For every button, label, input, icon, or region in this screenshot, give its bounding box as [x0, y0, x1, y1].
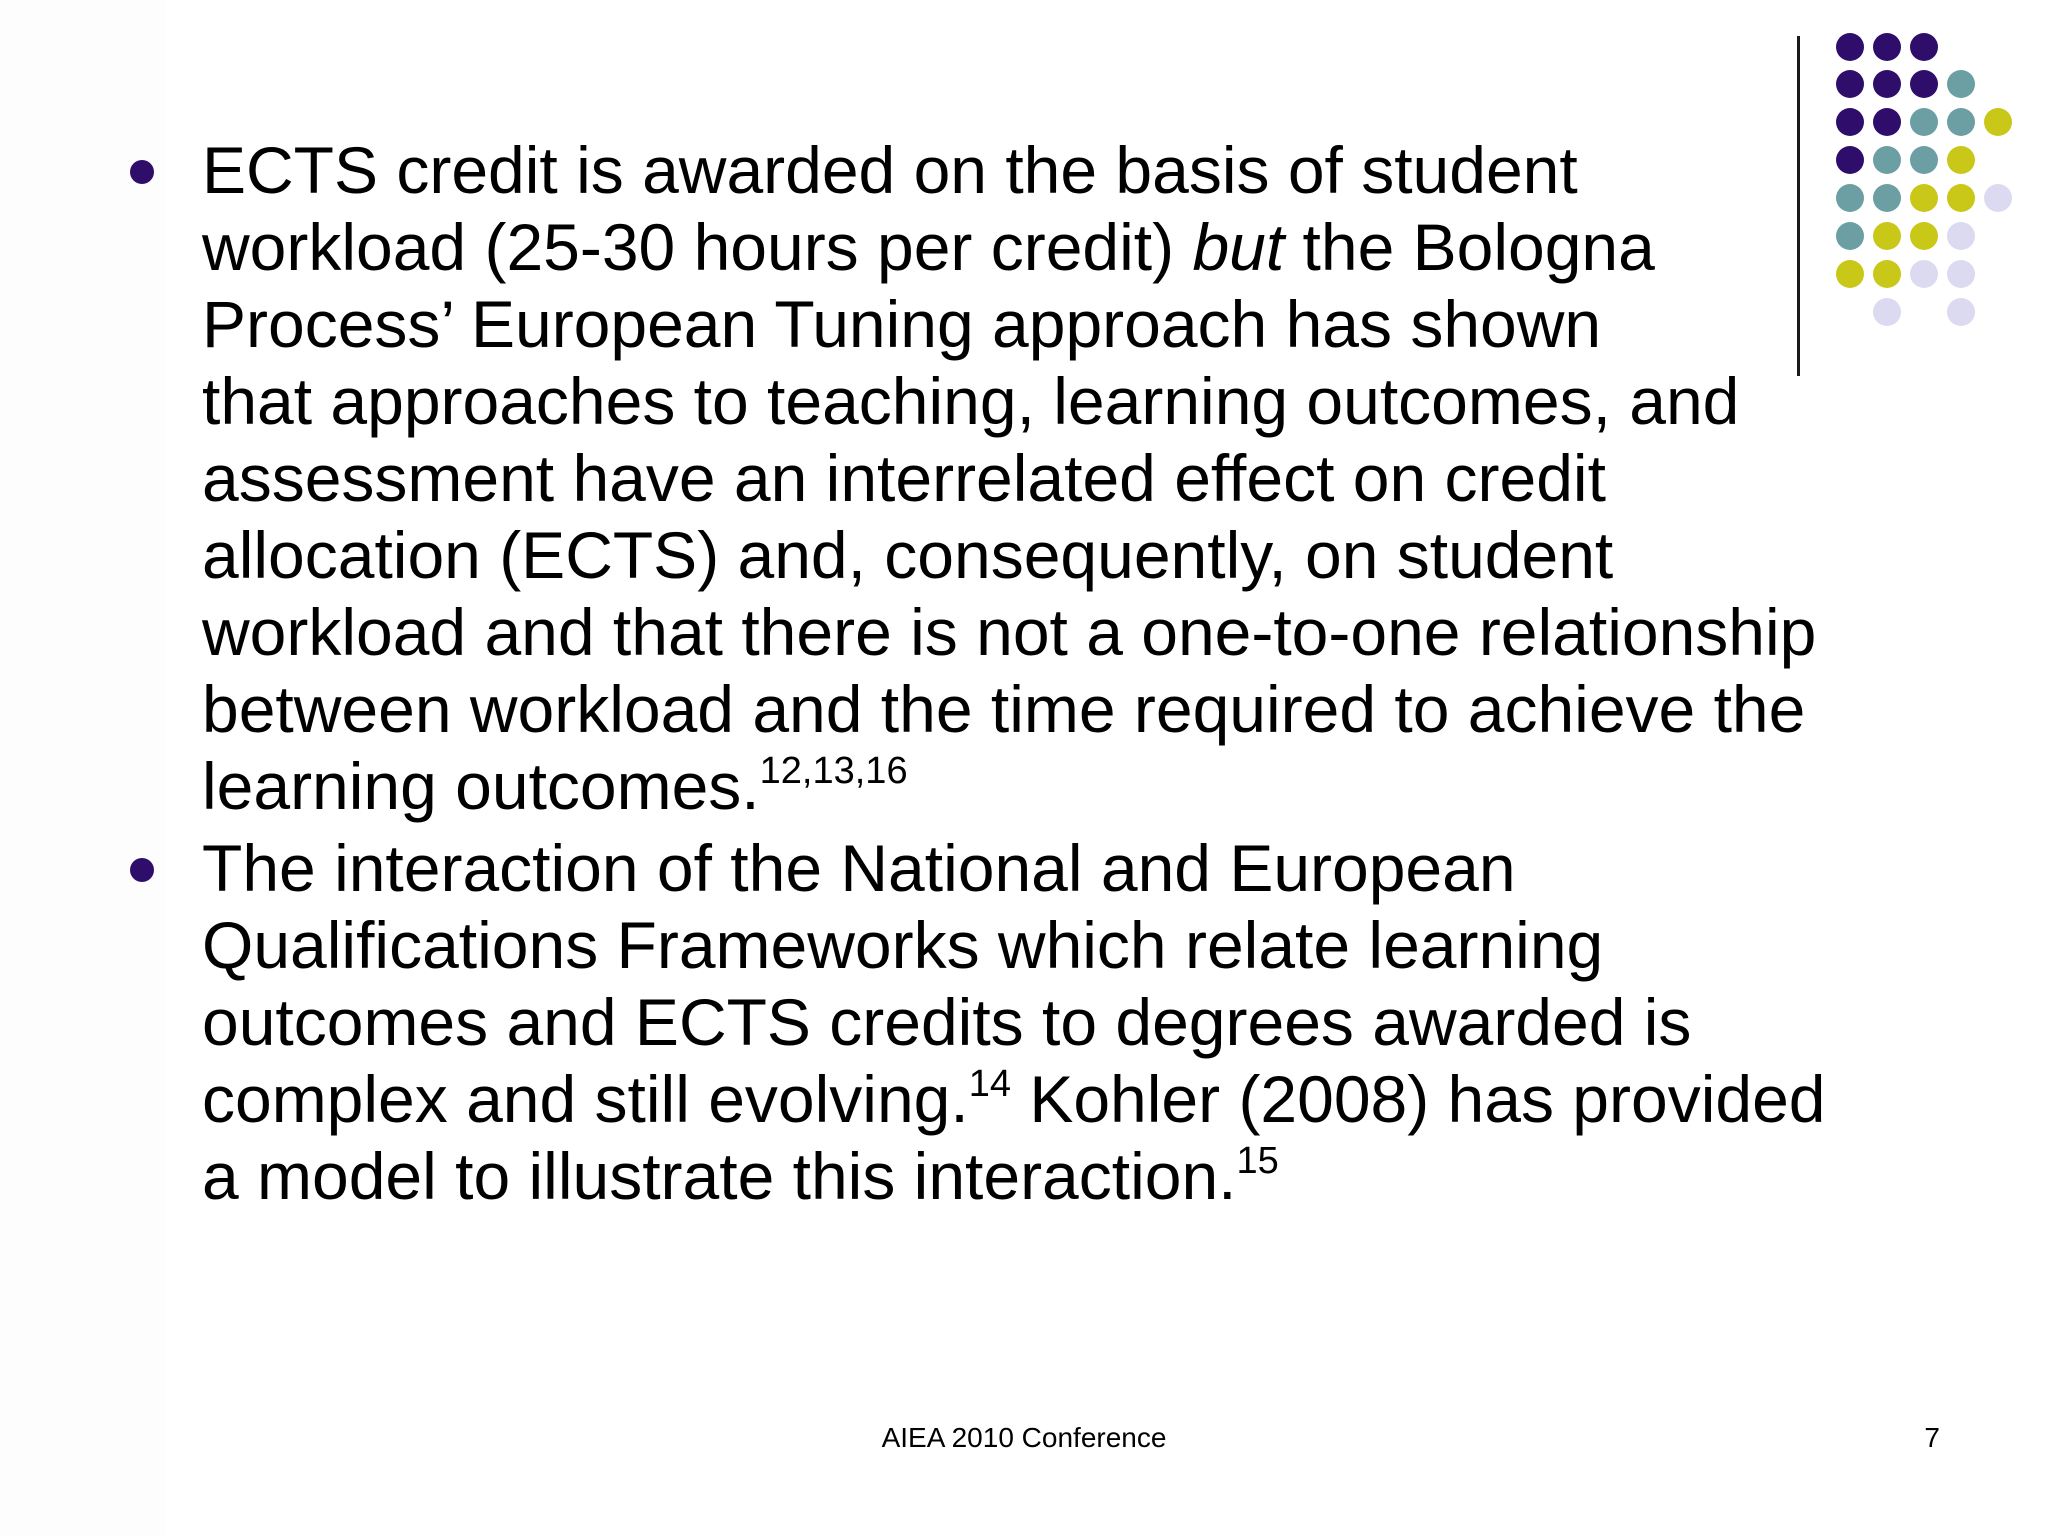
decor-dot — [1947, 70, 1975, 98]
text-line: assessment have an interrelated effect on credit — [202, 441, 1606, 515]
citation-superscript: 12,13,16 — [759, 750, 908, 792]
text-line: Qualifications Frameworks which relate learning — [202, 908, 1604, 982]
decor-dot — [1836, 70, 1864, 98]
decor-dot — [1836, 33, 1864, 61]
text-line: outcomes and ECTS credits to degrees awarded is — [202, 985, 1692, 1059]
decor-dot — [1947, 260, 1975, 288]
decor-dot — [1910, 70, 1938, 98]
text-line: The interaction of the National and European — [202, 831, 1516, 905]
text-run: complex and still evolving. — [202, 1062, 969, 1136]
text-run: the Bologna — [1284, 210, 1655, 284]
decor-dot — [1873, 33, 1901, 61]
text-line: allocation (ECTS) and, consequently, on student — [202, 518, 1614, 592]
text-line — [202, 209, 1920, 286]
bullet-list — [120, 132, 1920, 1220]
text-run: Kohler (2008) has provided — [1010, 1062, 1826, 1136]
text-line — [202, 1138, 1920, 1215]
bullet-item-ects-credit — [120, 132, 1920, 825]
bullet-item-qualifications-frameworks — [120, 830, 1920, 1215]
text-run: learning outcomes. — [202, 749, 760, 823]
text-line: ECTS credit is awarded on the basis of student — [202, 133, 1578, 207]
text-line: between workload and the time required to achieve the — [202, 672, 1806, 746]
decor-dot — [1873, 70, 1901, 98]
citation-superscript: 14 — [968, 1063, 1011, 1105]
decor-dot — [1984, 108, 2012, 136]
decor-dot — [1947, 146, 1975, 174]
text-run: workload (25-30 hours per credit) — [202, 210, 1193, 284]
text-line: that approaches to teaching, learning outcomes, and — [202, 364, 1740, 438]
decor-dot — [1947, 108, 1975, 136]
text-run: a model to illustrate this interaction. — [202, 1139, 1237, 1213]
text-line: Process’ European Tuning approach has shown — [202, 287, 1602, 361]
text-line — [202, 1061, 1920, 1138]
citation-superscript: 15 — [1236, 1140, 1279, 1182]
footer-conference-name: AIEA 2010 Conference — [881, 1422, 1167, 1453]
decor-dot — [1984, 184, 2012, 212]
text-line — [202, 748, 1920, 825]
emphasis-text: but — [1192, 210, 1285, 284]
decor-dot — [1910, 33, 1938, 61]
bullet-point-icon — [130, 858, 154, 882]
decor-dot — [1947, 184, 1975, 212]
decor-dot — [1947, 298, 1975, 326]
decor-dot — [1947, 222, 1975, 250]
text-line: workload and that there is not a one-to-one relationship — [202, 595, 1817, 669]
slide-number: 7 — [1924, 1422, 1940, 1453]
bullet-point-icon — [130, 160, 154, 184]
